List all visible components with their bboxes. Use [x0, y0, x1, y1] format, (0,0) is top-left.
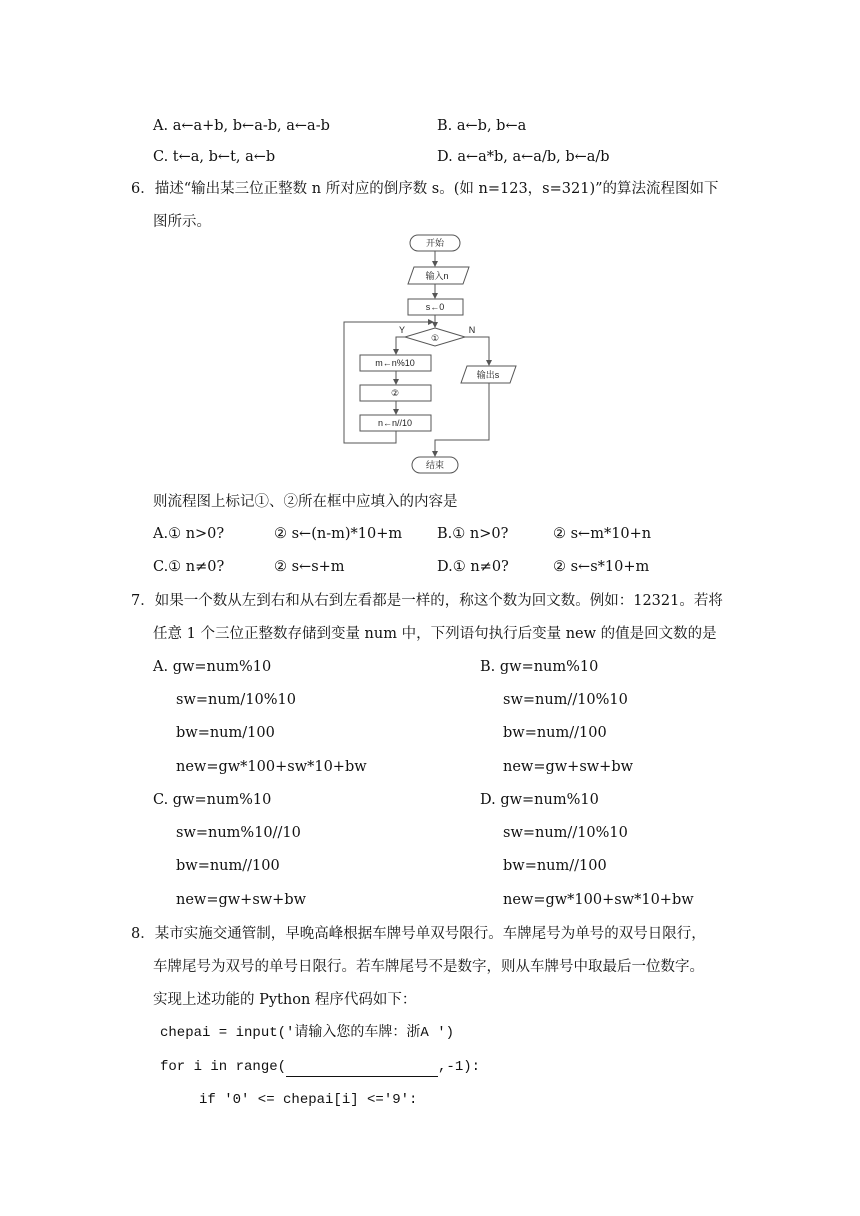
flow-no-label: N	[468, 325, 476, 335]
flow-condition-label: ①	[430, 333, 440, 343]
flow-end-label: 结束	[425, 460, 445, 470]
q6-option-c-cond: C.① n≠0?	[153, 559, 225, 575]
q5-option-a: A. a←a+b, b←a-b, a←a-b	[153, 118, 330, 134]
q8-code-line2	[160, 1058, 480, 1077]
q8-code-line2-start: for i in range(	[160, 1059, 287, 1075]
q7-c-line2: sw=num%10//10	[176, 825, 301, 841]
q6-prompt: 则流程图上标记①、②所在框中应填入的内容是	[153, 494, 458, 510]
q6-option-b-step: ② s←m*10+n	[553, 526, 652, 542]
flow-start-label: 开始	[425, 238, 445, 248]
q8-stem-line3: 实现上述功能的 Python 程序代码如下：	[153, 992, 417, 1008]
q6-stem-line1: 6．描述“输出某三位正整数 n 所对应的倒序数 s。(如 n=123，s=321)”的算法流程图如下	[131, 181, 719, 197]
flow-yes-label: Y	[398, 325, 406, 335]
flow-step3-label: n←n//10	[377, 418, 413, 428]
algorithm-flowchart	[336, 230, 556, 480]
q7-d-line3: bw=num//100	[503, 858, 607, 874]
q6-option-d-cond: D.① n≠0?	[437, 559, 509, 575]
q7-b-line2: sw=num//10%10	[503, 692, 628, 708]
q6-option-a-step: ② s←(n-m)*10+m	[274, 526, 403, 542]
q6-option-c-step: ② s←s+m	[274, 559, 345, 575]
q8-stem-line1: 8．某市实施交通管制，早晚高峰根据车牌号单双号限行。车牌尾号为单号的双号日限行，	[131, 926, 706, 942]
q7-c-line4: new=gw+sw+bw	[176, 892, 307, 908]
q7-a-line4: new=gw*100+sw*10+bw	[176, 759, 367, 775]
q8-code-line2-end: ,-1):	[438, 1059, 481, 1075]
q7-b-line4: new=gw+sw+bw	[503, 759, 634, 775]
q8-code-line3: if '0' <= chepai[i] <='9':	[199, 1092, 418, 1108]
q7-a-line2: sw=num/10%10	[176, 692, 296, 708]
q7-c-line3: bw=num//100	[176, 858, 280, 874]
q5-option-b: B. a←b, b←a	[437, 118, 527, 134]
q7-b-line1: B. gw=num%10	[480, 659, 599, 675]
flow-init-label: s←0	[425, 302, 445, 312]
flow-output-label: 输出s	[476, 370, 500, 380]
q7-stem-line1: 7．如果一个数从左到右和从右到左看都是一样的，称这个数为回文数。例如：12321。若将	[131, 593, 723, 609]
flow-step2-label: ②	[390, 388, 400, 398]
flow-input-label: 输入n	[425, 271, 449, 281]
q5-option-d: D. a←a*b, a←a/b, b←a/b	[437, 149, 610, 165]
q6-stem-line2: 图所示。	[153, 214, 211, 230]
q7-d-line2: sw=num//10%10	[503, 825, 628, 841]
q7-stem-line2: 任意 1 个三位正整数存储到变量 num 中，下列语句执行后变量 new 的值是回文数的是	[153, 626, 717, 642]
q8-stem-line2: 车牌尾号为双号的单号日限行。若车牌尾号不是数字，则从车牌号中取最后一位数字。	[153, 959, 704, 975]
q7-c-line1: C. gw=num%10	[153, 792, 272, 808]
q7-b-line3: bw=num//100	[503, 725, 607, 741]
q8-code-line1: chepai = input('请输入您的车牌：浙A ')	[160, 1025, 455, 1041]
q7-d-line1: D. gw=num%10	[480, 792, 599, 808]
q6-option-d-step: ② s←s*10+m	[553, 559, 650, 575]
q6-option-b-cond: B.① n>0?	[437, 526, 509, 542]
flow-step1-label: m←n%10	[375, 358, 415, 368]
q7-a-line1: A. gw=num%10	[153, 659, 272, 675]
answer-blank	[286, 1058, 438, 1077]
q7-d-line4: new=gw*100+sw*10+bw	[503, 892, 694, 908]
q7-a-line3: bw=num/100	[176, 725, 275, 741]
q5-option-c: C. t←a, b←t, a←b	[153, 149, 276, 165]
q6-option-a-cond: A.① n>0?	[153, 526, 225, 542]
